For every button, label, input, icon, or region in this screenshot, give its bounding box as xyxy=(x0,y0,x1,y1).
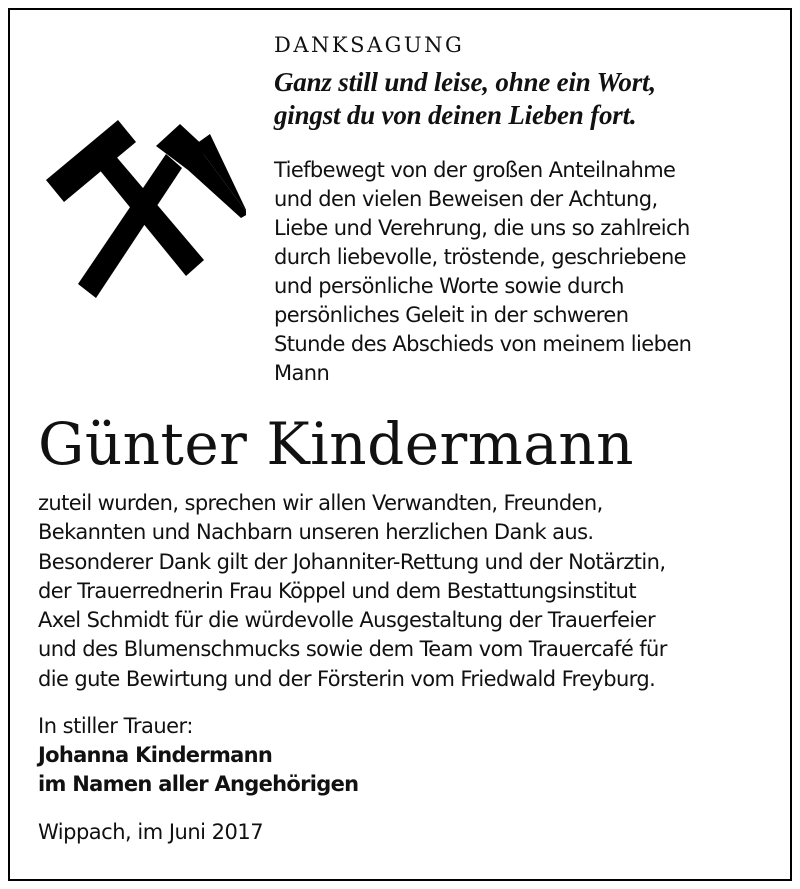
intro-line: Liebe und Verehrung, die uns so zahlreich xyxy=(274,216,690,240)
body-line: zuteil wurden, sprechen wir allen Verwandten, Freunden, xyxy=(38,491,603,515)
body-text xyxy=(38,489,778,694)
intro-line: Mann xyxy=(274,361,330,385)
intro-line: durch liebevolle, tröstende, geschriebene xyxy=(274,245,686,269)
motto-line-1: Ganz still und leise, ohne ein Wort, xyxy=(274,67,656,97)
body-line: der Trauerrednerin Frau Köppel und dem Bestattungsinstitut xyxy=(38,578,636,603)
on-behalf-line: im Namen aller Angehörigen xyxy=(38,772,359,796)
place-date: Wippach, im Juni 2017 xyxy=(38,820,264,844)
closing-intro: In stiller Trauer: xyxy=(38,714,193,738)
crossed-hammers-icon xyxy=(36,110,246,310)
intro-text xyxy=(274,156,774,388)
signer-name: Johanna Kindermann xyxy=(38,743,273,767)
closing-block xyxy=(38,712,358,799)
intro-line: persönliches Geleit in der schweren xyxy=(274,303,629,327)
body-line: und des Blumenschmucks sowie dem Team vom Trauercafé für xyxy=(38,637,667,662)
intro-line: Stunde des Abschieds von meinem lieben xyxy=(274,332,692,356)
intro-line: und persönliche Worte sowie durch xyxy=(274,274,624,298)
body-line: Bekannten und Nachbarn unseren herzlichen Dank aus. xyxy=(38,520,594,545)
body-line: Axel Schmidt für die würdevolle Ausgestaltung der Trauerfeier xyxy=(38,608,655,633)
motto-line-2: gingst du von deinen Lieben fort. xyxy=(274,100,637,130)
page-title: DANKSAGUNG xyxy=(274,33,465,57)
body-line: Besonderer Dank gilt der Johanniter-Rettung und der Notärztin, xyxy=(38,549,666,574)
intro-line: Tiefbewegt von der großen Anteilnahme xyxy=(274,158,676,182)
header xyxy=(274,30,774,132)
body-line: die gute Bewirtung und der Försterin vom Friedwald Freyburg. xyxy=(38,666,656,691)
intro-line: und den vielen Beweisen der Achtung, xyxy=(274,187,658,211)
deceased-name: Günter Kindermann xyxy=(38,410,635,478)
